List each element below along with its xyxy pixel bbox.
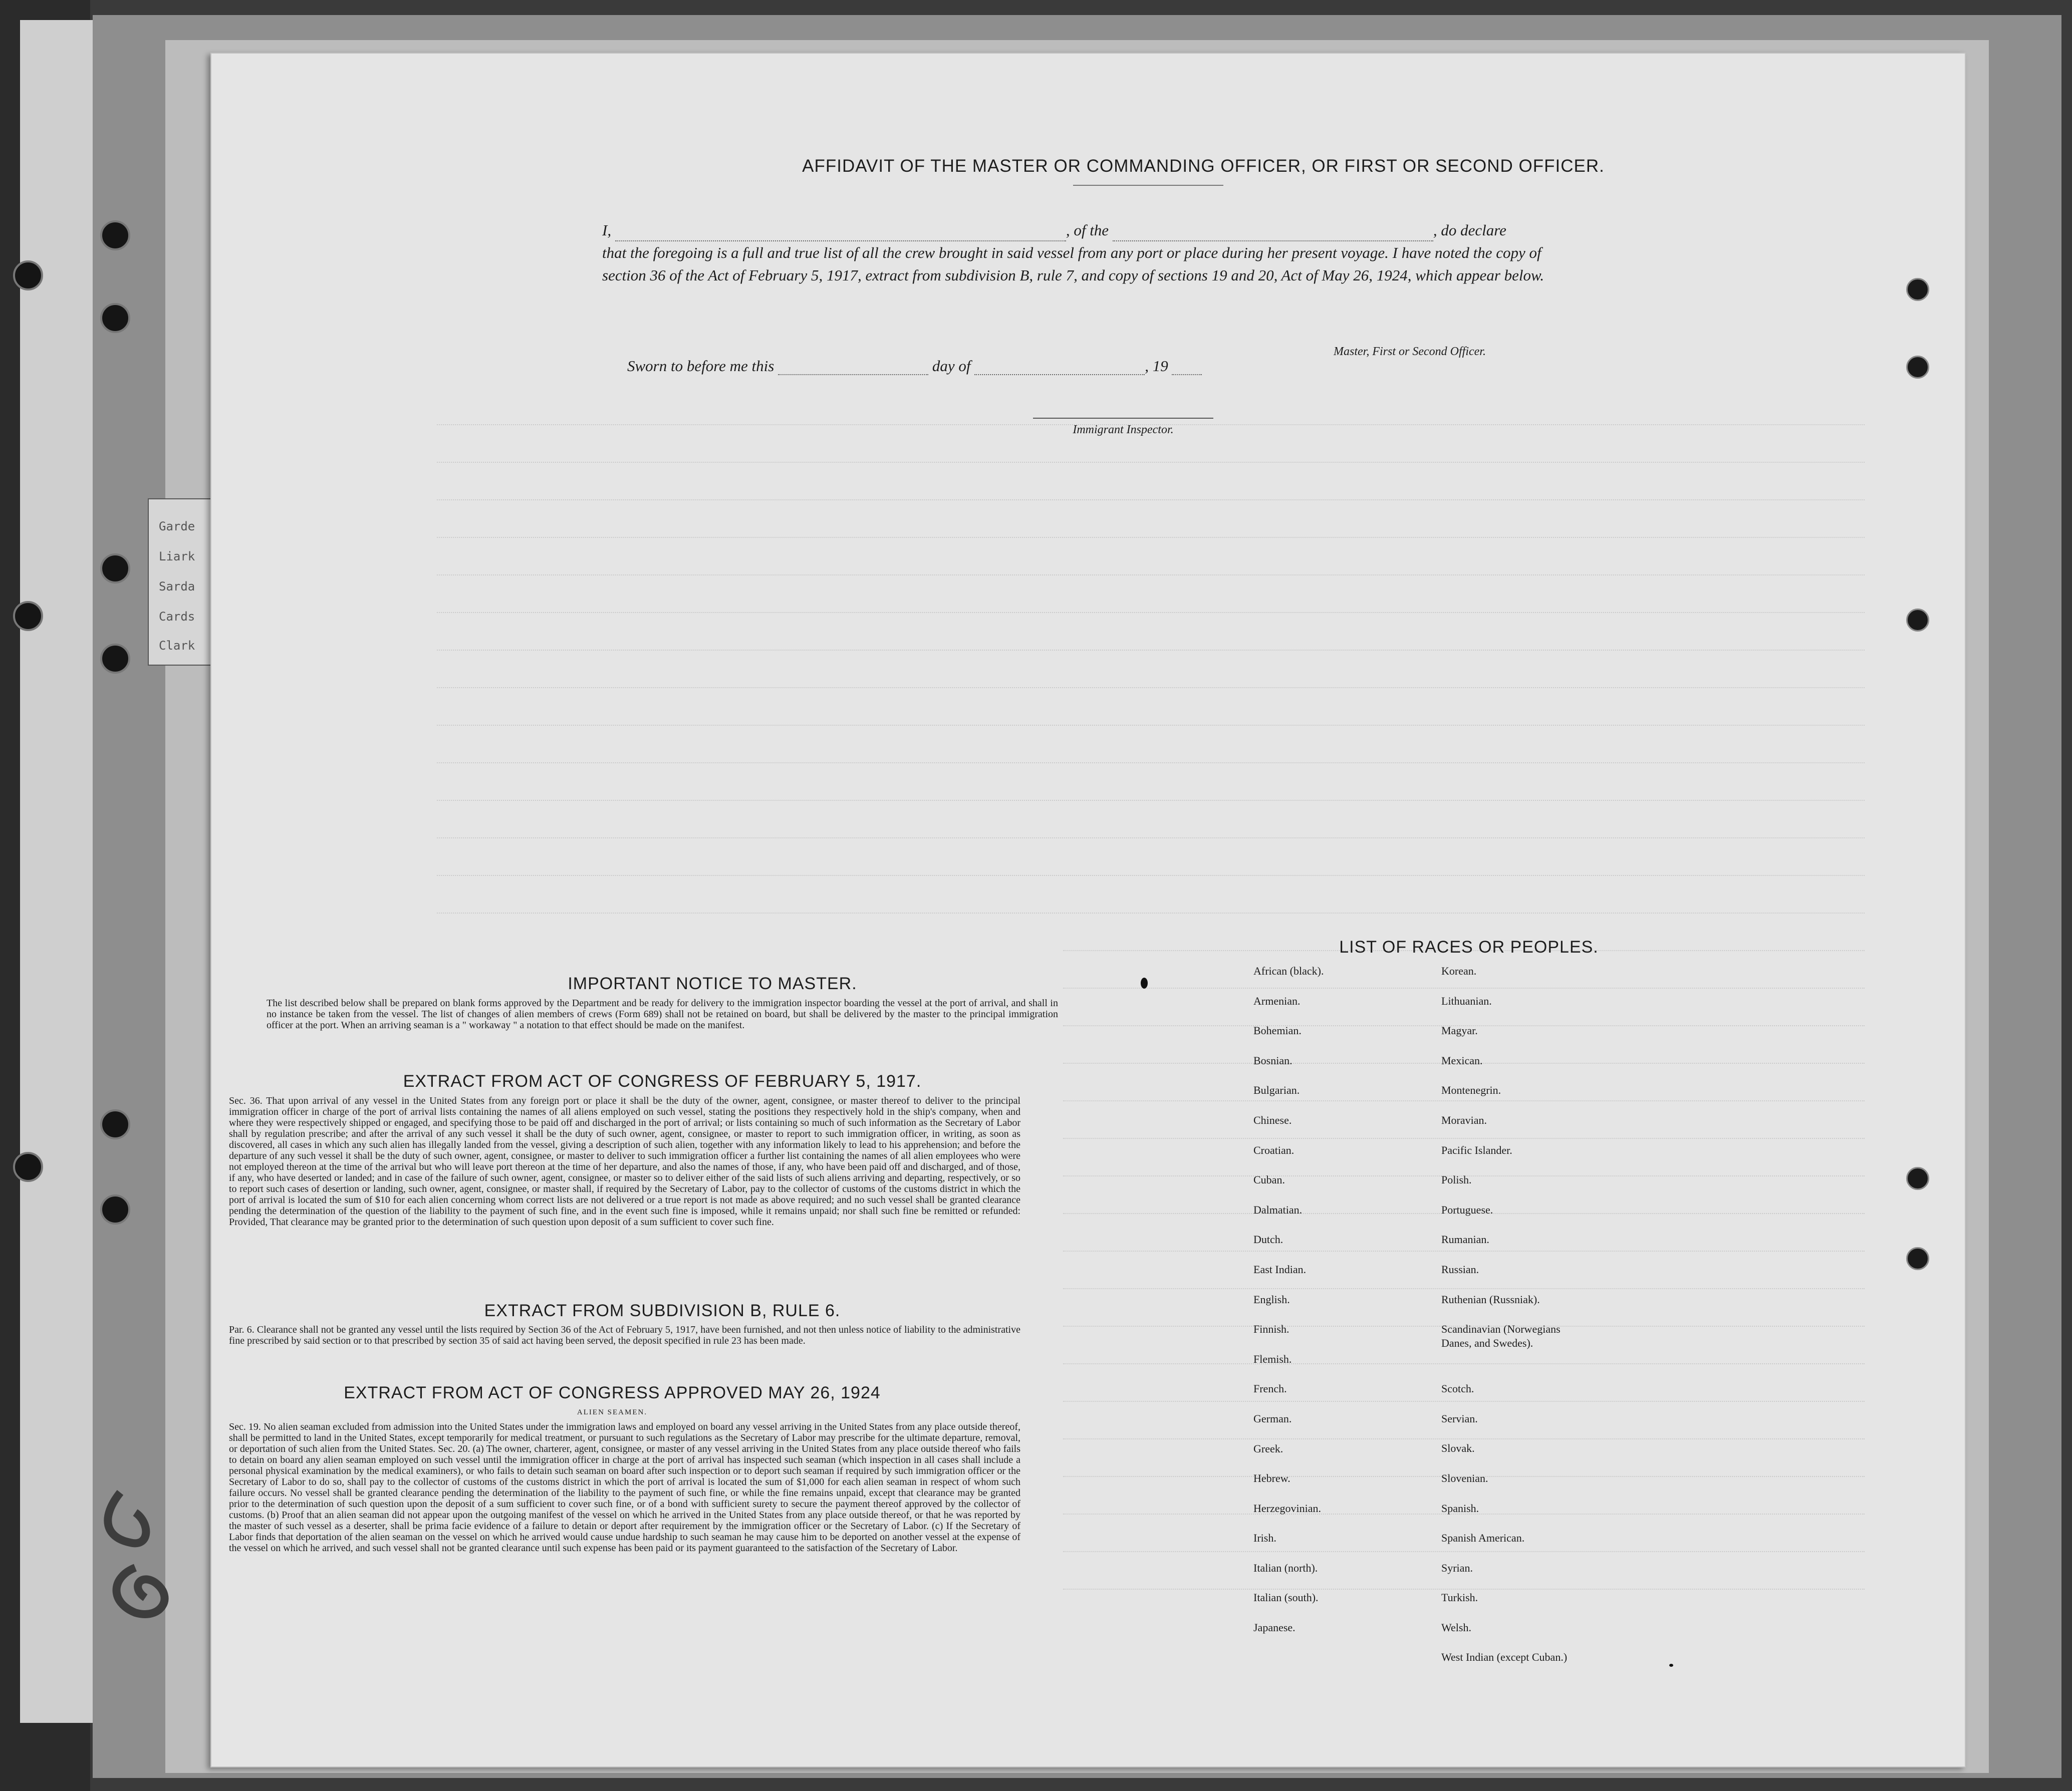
race-item: Greek. [1253, 1442, 1283, 1455]
race-item: Welsh. [1441, 1621, 1471, 1634]
race-item: Chinese. [1253, 1113, 1292, 1126]
race-item: Magyar. [1441, 1024, 1478, 1037]
right-punch-hole [1906, 356, 1929, 379]
extract-1917-heading: EXTRACT FROM ACT OF CONGRESS OF FEBRUARY 5, 1917. [403, 1072, 922, 1091]
notice-text: The list described below shall be prepared on blank forms approved by the Department and be ready for delivery to the immigration inspector boarding the vessel at the port of arrival, and shall in no instance be taken from the vessel. The list of changes of alien members of crews (Form 689) shall not be retained on board, but shall be delivered by the master to the principal immigration officer at the port. When an arriving seaman is a " workaway " a notation to that effect should be made on the manifest. [267, 998, 1058, 1031]
race-item: West Indian (except Cuban.) [1441, 1651, 1568, 1664]
race-item: Irish. [1253, 1532, 1276, 1545]
extract-rule6-heading: EXTRACT FROM SUBDIVISION B, RULE 6. [484, 1301, 841, 1320]
race-item: Hebrew. [1253, 1472, 1290, 1485]
binder-hole [100, 644, 130, 674]
race-item: Montenegrin. [1441, 1084, 1501, 1097]
binder-hole [100, 303, 130, 333]
race-item: Finnish. [1253, 1323, 1289, 1336]
sworn-day-of-label: day of [932, 357, 971, 375]
race-item: Italian (south). [1253, 1591, 1319, 1604]
race-item: Spanish. [1441, 1502, 1479, 1515]
race-item: Bosnian. [1253, 1054, 1292, 1067]
race-item: Spanish American. [1441, 1532, 1525, 1545]
sworn-month-field[interactable] [974, 361, 1145, 375]
inspector-signature-line[interactable] [1033, 418, 1213, 419]
race-item: East Indian. [1253, 1263, 1307, 1276]
race-item: Polish. [1441, 1173, 1472, 1186]
right-punch-hole [1906, 609, 1929, 632]
races-heading: LIST OF RACES OR PEOPLES. [1339, 938, 1599, 957]
race-item: Bohemian. [1253, 1024, 1302, 1037]
master-signature-label: Master, First or Second Officer. [1334, 345, 1486, 358]
race-item: Croatian. [1253, 1143, 1294, 1156]
race-item: African (black). [1253, 965, 1324, 977]
section-19-20-text: Sec. 19. No alien seaman excluded from admission into the United States under the immigration laws and employed on board any vessel arriving in the United States from any place outside thereof, shall be permitted to land in the United States, except temporarily for medical treatment, or pursuant to such regulations as the Secretary of Labor may prescribe for the ultimate departure, removal, or deportation of such alien from the United States. Sec. 20. (a) The owner, charterer, agent, consignee, or master of any vessel arriving in the United States from any place outside thereof who fails to detain on board any alien seaman employed on such vessel until the immigration officer in charge at the port of arrival has inspected such seaman (which inspection in all cases shall include a personal physical examination by the medical examiners), or who fails to detain such seaman on board after such inspection or to deport such seaman if required by such immigration officer or the Secretary of Labor to do so, shall pay to the collector of customs of the customs district in which the port of arrival is located the sum of $1,000 for each alien seaman in respect of whom such failure occurs. No vessel shall be granted clearance pending the determination of the liability to the payment of such fine, or while the fine remains unpaid, except that clearance may be granted prior to the determination of such question upon the deposit of a sum sufficient to cover such fine, or of a bond with sufficient surety to secure the payment thereof approved by the collector of customs. (b) Proof that an alien seaman did not appear upon the outgoing manifest of the vessel on which he arrived in the United States from any place outside thereof, or that he was reported by the master of such vessel as a deserter, shall be prima facie evidence of a failure to detain or deport after requirement by the immigration officer or the Secretary of Labor. (c) If the Secretary of Labor finds that deportation of the alien seaman on the vessel on which he arrived would cause undue hardship to such seaman he may cause him to be deported on another vessel at the expense of the vessel on which he arrived, and such vessel shall not be granted clearance until such expense has been paid or its payment guaranteed to the satisfaction of the Secretary of Labor. [229, 1421, 1020, 1554]
race-item: Turkish. [1441, 1591, 1478, 1604]
heading-rule [1073, 185, 1223, 186]
alien-seamen-subheading: ALIEN SEAMEN. [577, 1408, 648, 1416]
right-punch-hole [1906, 1167, 1929, 1190]
affidavit-body-text: that the foregoing is a full and true list of all the crew brought in said vessel from any port or place during her present voyage. I have noted the copy of section 36 of the Act of February 5, 1917, extract from subdivision B, rule 7, and copy of sections 19 and 20, Act of May 26, 1924, which appear below. [602, 244, 1544, 284]
ink-speck [1669, 1664, 1673, 1667]
affidavit-of-the-label: , of the [1066, 221, 1109, 239]
race-item: Portuguese. [1441, 1203, 1493, 1216]
affidavit-declare-label: , do declare [1433, 221, 1506, 239]
race-item: Mexican. [1441, 1054, 1483, 1067]
stub-line: Cards [159, 610, 195, 624]
binder-hole [13, 601, 43, 631]
affidavit-paragraph [602, 219, 1584, 286]
race-item: Flemish. [1253, 1352, 1292, 1365]
stub-line: Clark [159, 639, 195, 653]
affidavit-first-line [602, 219, 1584, 241]
race-item: Korean. [1441, 965, 1477, 977]
race-item: Russian. [1441, 1263, 1479, 1276]
binder-hole [13, 1152, 43, 1182]
binder-hole [100, 220, 130, 250]
stub-line: Sarda [159, 579, 195, 593]
race-item: German. [1253, 1412, 1292, 1425]
race-item: Armenian. [1253, 994, 1301, 1007]
race-item: Lithuanian. [1441, 994, 1492, 1007]
inspector-label: Immigrant Inspector. [1073, 423, 1174, 436]
ink-speck [1141, 978, 1148, 989]
pencil-mark [90, 1472, 220, 1623]
binder-hole [100, 1109, 130, 1139]
race-item: English. [1253, 1293, 1290, 1306]
sworn-prefix: Sworn to before me this [627, 357, 774, 375]
right-punch-hole [1906, 278, 1929, 301]
sworn-year-label: , 19 [1145, 357, 1168, 375]
race-item: Syrian. [1441, 1561, 1473, 1574]
sworn-line [627, 357, 1202, 375]
race-item: Scandinavian (Norwegians Danes, and Swedes). [1441, 1323, 1561, 1350]
race-item: Scotch. [1441, 1382, 1474, 1395]
race-item: Dutch. [1253, 1233, 1283, 1246]
stub-line: Garde [159, 519, 195, 533]
race-item: Pacific Islander. [1441, 1143, 1512, 1156]
binder-hole [100, 1195, 130, 1225]
races-column-1 [1253, 964, 1434, 1651]
race-item: Ruthenian (Russniak). [1441, 1293, 1540, 1306]
race-item: Cuban. [1253, 1173, 1285, 1186]
paragraph-6-text: Par. 6. Clearance shall not be granted any vessel until the lists required by Section 36 of the Act of February 5, 1917, have been furnished, and not then unless notice of liability to the administrative fine prescribed by said section or to that prescribed by section 35 of said act having been served, the deposit specified in rule 23 has been made. [229, 1324, 1020, 1346]
race-item: French. [1253, 1382, 1287, 1395]
document-sheet [210, 53, 1966, 1767]
race-item: Bulgarian. [1253, 1084, 1300, 1097]
binder-hole [100, 553, 130, 583]
sworn-day-field[interactable] [778, 361, 928, 375]
race-item: Dalmatian. [1253, 1203, 1303, 1216]
stub-line: Liark [159, 549, 195, 563]
races-column-2 [1441, 964, 1662, 1680]
race-item: Servian. [1441, 1412, 1478, 1425]
right-punch-hole [1906, 1247, 1929, 1270]
notice-heading: IMPORTANT NOTICE TO MASTER. [568, 974, 857, 993]
race-item: Italian (north). [1253, 1561, 1318, 1574]
section-36-text: Sec. 36. That upon arrival of any vessel in the United States from any foreign port or place it shall be the duty of the owner, agent, consignee, or master thereof to deliver to the principal immigration officer in charge of the port of arrival lists containing the names of all aliens employed on such vessel, stating the positions they respectively hold in the ship's company, when and where they were respectively shipped or engaged, and specifying those to be paid off and discharged in the port of arrival; or lists containing so much of such information as the Secretary of Labor shall by regulation prescribe; and after the arrival of any such vessel it shall be the duty of such owner, agent, consignee, or master to report to such immigration officer, in writing, as soon as discovered, all cases in which any such alien has illegally landed from the vessel, giving a description of such alien, together with any information likely to lead to his apprehension; and before the departure of any such vessel it shall be the duty of such owner, agent, consignee, or master to deliver to such immigration officer a further list containing the names of all alien employees who were not employed thereon at the time of the arrival but who will leave port thereon at the time of her departure, and also the names of those, if any, who have been paid off and discharged, and of those, if any, who have deserted or landed; and in case of the failure of such owner, agent, consignee, or master so to deliver either of the said lists of such aliens arriving and departing, respectively, or so to report such cases of desertion or landing, such owner, agent, consignee, or master shall, if required by the Secretary of Labor, pay to the collector of customs of the customs district in which the port of arrival is located the sum of $10 for each alien concerning whom correct lists are not delivered or a true report is not made as above required; and no such vessel shall be granted clearance pending the determination of the question of the liability to the payment of such fine, and in the event such fine is imposed, while it remains unpaid; nor shall such fine be remitted or refunded: Provided, That clearance may be granted prior to the determination of such question upon deposit of a sum sufficient to cover such fine. [229, 1095, 1020, 1228]
affidavit-heading: AFFIDAVIT OF THE MASTER OR COMMANDING OFFICER, OR FIRST OR SECOND OFFICER. [802, 156, 1605, 176]
vessel-name-field[interactable] [1113, 225, 1433, 241]
race-item: Slovenian. [1441, 1471, 1488, 1484]
race-item: Rumanian. [1441, 1233, 1489, 1246]
affidavit-i-label: I, [602, 221, 612, 239]
race-item: Slovak. [1441, 1442, 1475, 1455]
officer-name-field[interactable] [615, 225, 1066, 241]
race-item: Herzegovinian. [1253, 1502, 1321, 1515]
extract-1924-heading: EXTRACT FROM ACT OF CONGRESS APPROVED MAY 26, 1924 [344, 1383, 881, 1402]
binder-hole [13, 260, 43, 290]
race-item: Japanese. [1253, 1621, 1296, 1634]
sworn-year-field[interactable] [1172, 361, 1202, 375]
race-item: Moravian. [1441, 1113, 1487, 1126]
